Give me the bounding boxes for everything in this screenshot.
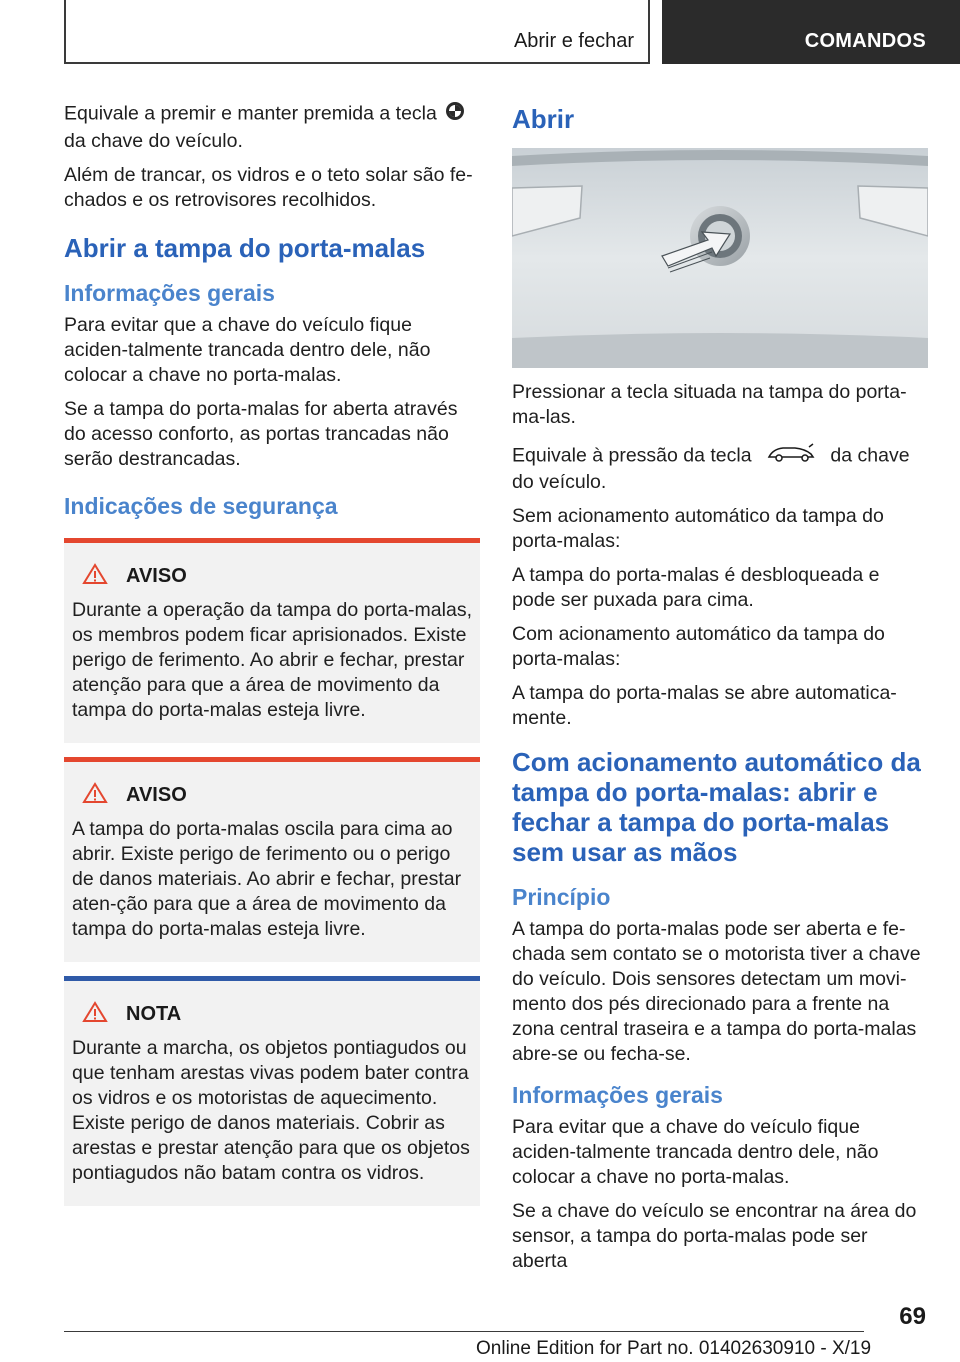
paragraph-text: Equivale a premir e manter premida a tecla	[64, 102, 437, 125]
warning-box-2	[64, 757, 480, 962]
subheading-general-info-2: Informações gerais	[512, 1082, 723, 1108]
header-chapter-tab	[662, 0, 960, 64]
paragraph-opens-auto: A tampa do porta-malas se abre automatica-mente.	[512, 682, 897, 729]
paragraph-lock-effect: Além de trancar, os vidros e o teto solar são fe-chados e os retrovisores recolhidos.	[64, 164, 473, 211]
car-trunk-icon	[765, 443, 817, 470]
note-box	[64, 976, 480, 1206]
heading-open-trunk: Abrir a tampa do porta-malas	[64, 233, 426, 263]
footer-edition: Online Edition for Part no. 01402630910 - X/19	[476, 1338, 872, 1359]
warning-title: AVISO	[126, 565, 187, 587]
note-box-header	[72, 1001, 472, 1028]
warning-box-1	[64, 538, 480, 743]
paragraph-key-inside: Para evitar que a chave do veículo fique aciden-talmente trancada dentro dele, não colocar a chave no porta-malas.	[64, 314, 431, 386]
subheading-general-info: Informações gerais	[64, 280, 275, 306]
warning-text: A tampa do porta-malas oscila para cima ao abrir. Existe perigo de ferimento ou o perigo de danos materiais. Ao abrir e fechar, prestar aten-ção para que a área de movimento da tampa do porta-malas esteja livre.	[72, 818, 462, 940]
paragraph-press-button: Pressionar a tecla situada na tampa do porta-ma-las.	[512, 381, 907, 428]
warning-title: AVISO	[126, 784, 187, 806]
right-column	[512, 100, 928, 1283]
paragraph-with-auto: Com acionamento automático da tampa do porta-malas:	[512, 623, 885, 670]
heading-open: Abrir	[512, 104, 575, 134]
warning-text: Durante a operação da tampa do porta-malas, os membros podem ficar aprisionados. Existe perigo de ferimento. Ao abrir e fechar, prestar atenção para que a área de movimento da tampa do porta-malas esteja livre.	[72, 599, 472, 721]
footer-rule	[64, 1331, 864, 1332]
paragraph-key-button	[64, 100, 480, 154]
header-chapter-title: COMANDOS	[804, 30, 926, 52]
paragraph-key-inside-2: Para evitar que a chave do veículo fique aciden-talmente trancada dentro dele, não colocar a chave no porta-malas.	[512, 1116, 879, 1188]
warning-triangle-icon	[82, 1001, 108, 1028]
paragraph-without-auto: Sem acionamento automático da tampa do porta-malas:	[512, 505, 884, 552]
paragraph-key-trunk	[512, 443, 928, 495]
note-title: NOTA	[126, 1003, 182, 1025]
bmw-logo-icon	[442, 100, 468, 129]
header-section-title: Abrir e fechar	[513, 30, 634, 52]
page-number: 69	[899, 1303, 926, 1330]
paragraph-text-cont: da chave do veículo.	[512, 444, 910, 493]
subheading-safety: Indicações de segurança	[64, 493, 338, 519]
warning-triangle-icon	[82, 563, 108, 590]
trunk-button-photo	[512, 148, 928, 368]
warning-box-header	[72, 782, 472, 809]
paragraph-unlocked: A tampa do porta-malas é desbloqueada e pode ser puxada para cima.	[512, 564, 880, 611]
paragraph-text-cont: da chave do veículo.	[64, 130, 243, 152]
paragraph-sensor-area: Se a chave do veículo se encontrar na área do sensor, a tampa do porta-malas pode ser aberta	[512, 1200, 917, 1272]
heading-handsfree: Com acionamento automático da tampa do porta-malas: abrir e fechar a tampa do porta-malas sem usar as mãos	[512, 747, 921, 867]
subheading-principle: Princípio	[512, 884, 611, 910]
warning-box-header	[72, 563, 472, 590]
note-text: Durante a marcha, os objetos pontiagudos ou que tenham arestas vivas podem bater contra os vidros e os motoristas de aquecimento. Existe perigo de danos materiais. Cobrir as arestas e prestar atenção para que os objetos pontiagudos não batam contra os vidros.	[72, 1037, 470, 1184]
left-column	[64, 100, 480, 1206]
paragraph-text: Equivale à pressão da tecla	[512, 444, 752, 467]
warning-triangle-icon	[82, 782, 108, 809]
header-section-box	[64, 0, 650, 64]
paragraph-comfort-access: Se a tampa do porta-malas for aberta através do acesso conforto, as portas trancadas não serão destrancadas.	[64, 398, 458, 470]
paragraph-principle: A tampa do porta-malas pode ser aberta e fe-chada sem contato se o motorista tiver a chave do veículo. Dois sensores detectam um movi-mento dos pés direcionado para a frente na zona central traseira e a tampa do porta-malas abre-se ou fecha-se.	[512, 918, 921, 1065]
